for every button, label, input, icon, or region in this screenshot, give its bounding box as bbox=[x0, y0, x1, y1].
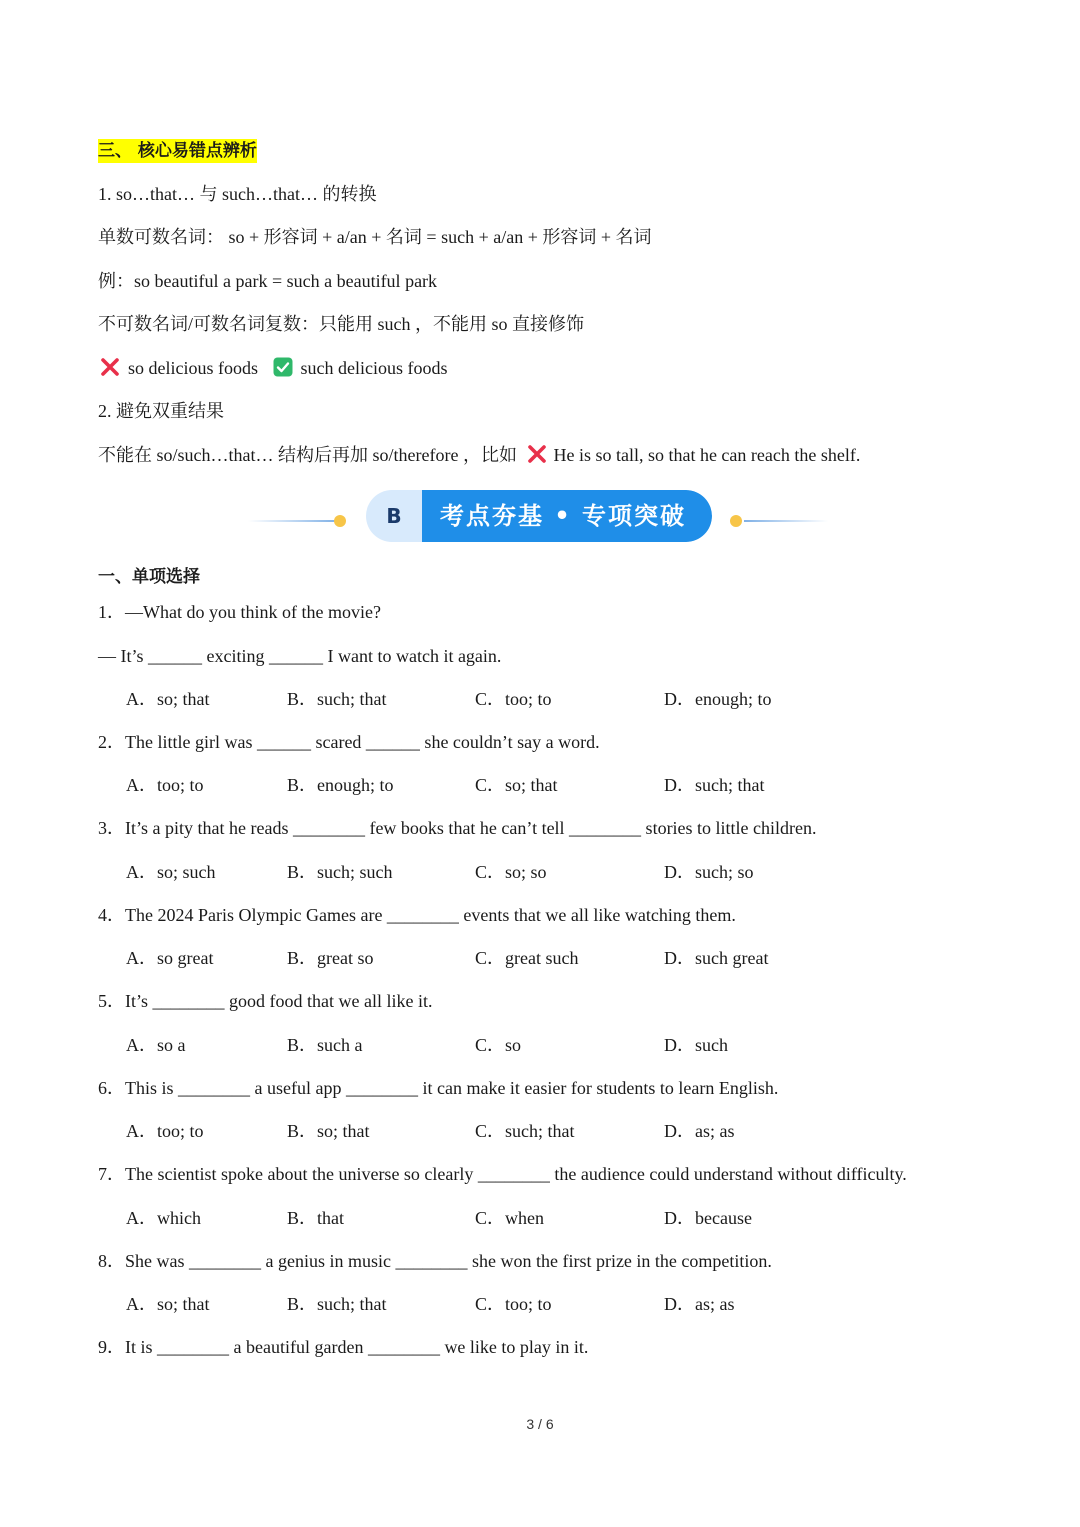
exercise-heading bbox=[98, 564, 200, 589]
question-stem: 7．The scientist spoke about the universe so clearly ________ the audience could understand without difficulty. bbox=[98, 1164, 907, 1184]
question-options bbox=[126, 1033, 1026, 1057]
option-b: B．enough; to bbox=[287, 775, 394, 795]
question-stem: 2．The little girl was ______ scared ______ she couldn’t say a word. bbox=[98, 732, 600, 752]
question-stem: 1．—What do you think of the movie? bbox=[98, 602, 381, 622]
question-stem: 3．It’s a pity that he reads ________ few books that he can’t tell ________ stories to little children. bbox=[98, 818, 817, 838]
banner-letter: B bbox=[386, 504, 402, 528]
option-b: B．so; that bbox=[287, 1121, 370, 1141]
option-c: C．so; that bbox=[475, 775, 558, 795]
question-options bbox=[126, 1292, 1026, 1316]
check-box-icon bbox=[273, 357, 293, 377]
point2-rule bbox=[98, 443, 860, 467]
option-d: D．such; so bbox=[664, 862, 754, 882]
option-d: D．such; that bbox=[664, 775, 765, 795]
point1-title: 1. so…that… 与 such…that… 的转换 bbox=[98, 184, 377, 204]
question-stem: 9．It is ________ a beautiful garden ________ we like to play in it. bbox=[98, 1337, 589, 1357]
question-options bbox=[126, 1119, 1026, 1143]
option-c: C．so; so bbox=[475, 862, 547, 882]
option-a: A．so; that bbox=[126, 689, 210, 709]
option-c: C．so bbox=[475, 1035, 522, 1055]
question-options bbox=[126, 860, 1026, 884]
page-number: 3 / 6 bbox=[526, 1416, 554, 1432]
option-a: A．too; to bbox=[126, 1121, 204, 1141]
question-stem-continued: — It’s ______ exciting ______ I want to watch it again. bbox=[98, 646, 502, 666]
option-b: B．such; that bbox=[287, 689, 387, 709]
exercise-heading-text: 一、单项选择 bbox=[98, 567, 200, 587]
point2-rule-text: 不能在 so/such…that… 结构后再加 so/therefore ，比如 bbox=[98, 445, 517, 465]
option-a: A．which bbox=[126, 1208, 201, 1228]
banner-title: 考点夯基 • 专项突破 bbox=[422, 490, 712, 542]
option-a: A．so; that bbox=[126, 1294, 210, 1314]
option-d: D．such great bbox=[664, 948, 769, 968]
banner-line-right bbox=[744, 520, 828, 522]
question-stem: 8．She was ________ a genius in music ________ she won the first prize in the competition. bbox=[98, 1251, 772, 1271]
option-b: B．great so bbox=[287, 948, 374, 968]
point2-title: 2. 避免双重结果 bbox=[98, 401, 224, 421]
option-b: B．such; that bbox=[287, 1294, 387, 1314]
point1-rule: 单数可数名词： so + 形容词 + a/an + 名词 = such + a/an + 形容词 + 名词 bbox=[98, 227, 652, 247]
option-d: D．as; as bbox=[664, 1121, 735, 1141]
section-banner bbox=[248, 490, 828, 542]
question-options bbox=[126, 1206, 1026, 1230]
option-a: A．so; such bbox=[126, 862, 216, 882]
option-b: B．that bbox=[287, 1208, 344, 1228]
option-c: C．too; to bbox=[475, 689, 552, 709]
option-c: C．too; to bbox=[475, 1294, 552, 1314]
wrong-example: so delicious foods bbox=[128, 358, 258, 378]
question-stem: 5．It’s ________ good food that we all like it. bbox=[98, 991, 433, 1011]
point2-wrong-example: He is so tall, so that he can reach the shelf. bbox=[553, 445, 861, 465]
right-example: such delicious foods bbox=[300, 358, 448, 378]
option-c: C．when bbox=[475, 1208, 544, 1228]
banner-pill bbox=[366, 490, 712, 542]
banner-line-left bbox=[248, 520, 338, 522]
option-a: A．so a bbox=[126, 1035, 186, 1055]
cross-mark-icon bbox=[527, 444, 547, 464]
example-row bbox=[100, 356, 447, 380]
option-b: B．such a bbox=[287, 1035, 363, 1055]
question-options bbox=[126, 946, 1026, 970]
option-d: D．as; as bbox=[664, 1294, 735, 1314]
point1-example: 例：so beautiful a park = such a beautiful park bbox=[98, 271, 438, 291]
option-a: A．too; to bbox=[126, 775, 204, 795]
question-options bbox=[126, 773, 1026, 797]
question-stem: 6．This is ________ a useful app ________ it can make it easier for students to learn English. bbox=[98, 1078, 779, 1098]
section-heading bbox=[98, 138, 257, 163]
banner-dot-right bbox=[730, 515, 742, 527]
section-heading-text: 三、 核心易错点辨析 bbox=[98, 141, 257, 161]
option-d: D．because bbox=[664, 1208, 752, 1228]
question-options bbox=[126, 687, 1026, 711]
option-c: C．such; that bbox=[475, 1121, 575, 1141]
option-c: C．great such bbox=[475, 948, 579, 968]
option-b: B．such; such bbox=[287, 862, 393, 882]
option-d: D．such bbox=[664, 1035, 728, 1055]
point1-rule2: 不可数名词/可数名词复数：只能用 such ，不能用 so 直接修饰 bbox=[98, 314, 584, 334]
cross-mark-icon bbox=[100, 357, 120, 377]
question-stem: 4．The 2024 Paris Olympic Games are ________ events that we all like watching them. bbox=[98, 905, 736, 925]
option-d: D．enough; to bbox=[664, 689, 772, 709]
option-a: A．so great bbox=[126, 948, 214, 968]
banner-dot-left bbox=[334, 515, 346, 527]
